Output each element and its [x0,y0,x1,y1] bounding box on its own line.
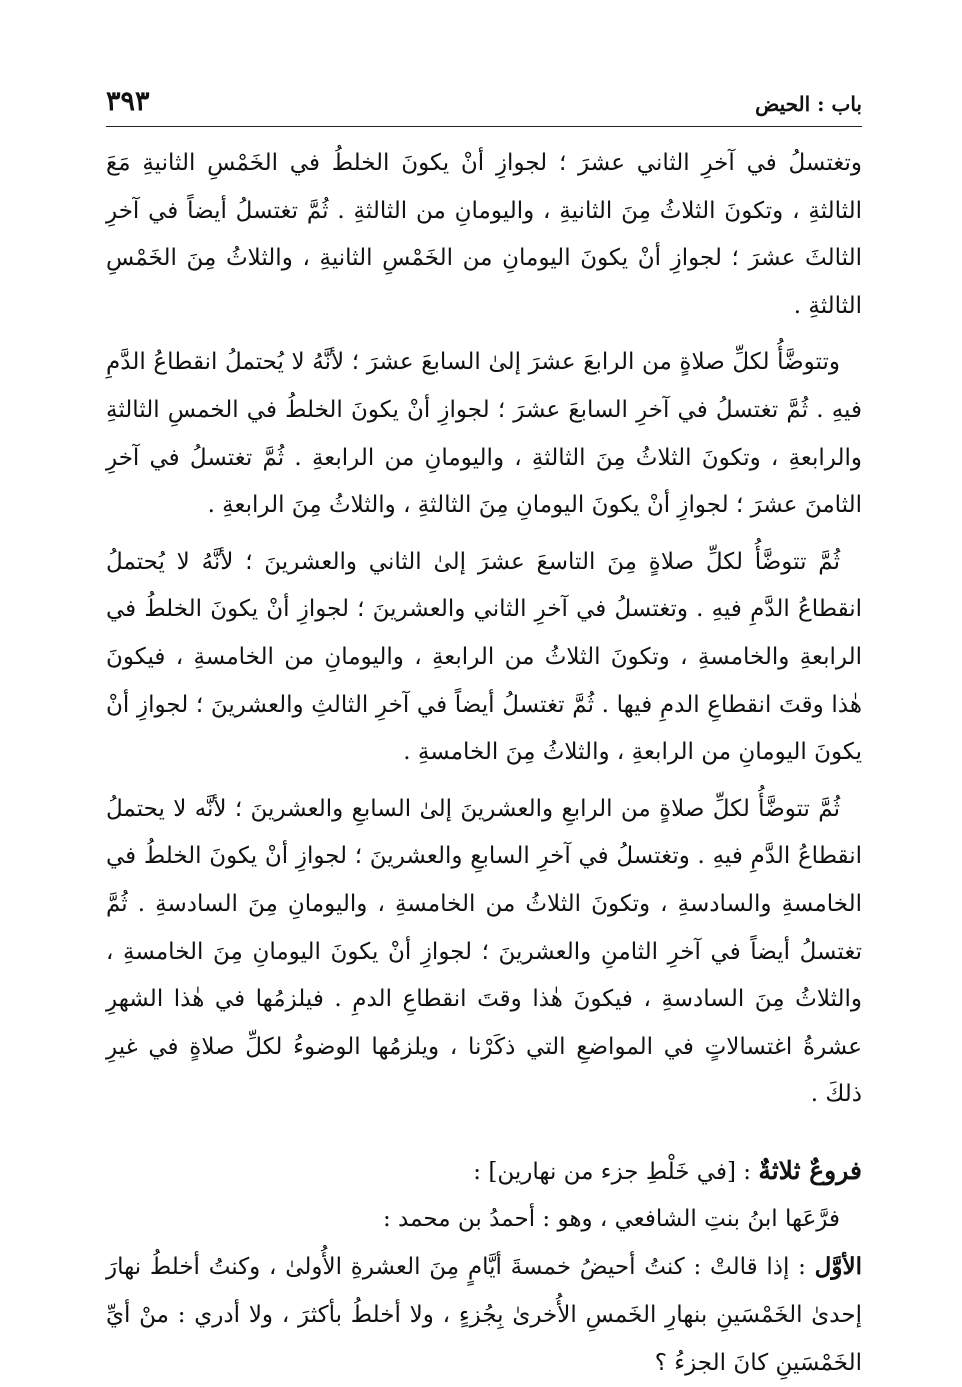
section-title-rest: : [في خَلْطِ جزء من نهارين] : [473,1158,759,1185]
paragraph-1: وتغتسلُ في آخرِ الثاني عشرَ ؛ لجوازِ أنْ يكونَ الخلطُ في الخَمْسِ الثانيةِ مَعَ الثالثةِ ، وتكونَ الثلاثُ مِنَ الثانيةِ ، واليومانِ من الثالثةِ . ثُمَّ تغتسلُ أيضاً في آخرِ الثالثَ عشرَ ؛ لجوازِ أنْ يكونَ اليومانِ من الخَمْسِ الثانيةِ ، والثلاثُ مِنَ الخَمْسِ الثالثةِ . [106,150,862,319]
page-number: ٣٩٣ [106,86,150,117]
first-branch-text: : إذا قالتْ : كنتُ أحيضُ خمسةَ أيَّامٍ مِنَ العشرةِ الأُولىٰ ، وكنتُ أخلطُ نهارَ إحدىٰ الخَمْسَينِ بنهارِ الخَمسِ الأُخرىٰ بِجُزءٍ ، ولا أخلطُ بأكثرَ ، ولا أدري : منْ أيِّ الخَمْسَينِ كانَ الجزءُ ؟ [106,1254,862,1376]
section-intro: فرَّعَها ابنُ بنتِ الشافعي ، وهو : أحمدُ بن محمد : [382,1205,840,1232]
first-branch-label: الأوَّل [814,1253,862,1281]
paragraph-2: وتتوضَّأُ لكلِّ صلاةٍ من الرابعَ عشرَ إلىٰ السابعَ عشرَ ؛ لأنَّهُ لا يُحتملُ انقطاعُ الدَّمِ فيهِ . ثُمَّ تغتسلُ في آخرِ السابعَ عشرَ ؛ لجوازِ أنْ يكونَ الخلطُ في الخمسِ الثالثةِ والرابعةِ ، وتكونَ الثلاثُ مِنَ الثالثةِ ، واليومانِ من الرابعةِ . ثُمَّ تغتسلُ في آخرِ الثامنَ عشرَ ؛ لجوازِ أنْ يكونَ اليومانِ مِنَ الثالثةِ ، والثلاثُ مِنَ الرابعةِ . [106,349,862,519]
page-header [106,86,862,127]
paragraph-4: ثُمَّ تتوضَّأُ لكلِّ صلاةٍ من الرابعِ والعشرينَ إلىٰ السابعِ والعشرينَ ؛ لأنَّه لا يحتملُ انقطاعُ الدَّمِ فيهِ . وتغتسلُ في آخرِ السابعِ والعشرينَ ؛ لجوازِ أنْ يكونَ الخلطُ في الخامسةِ والسادسةِ ، وتكونَ الثلاثُ من الخامسةِ ، واليومانِ مِنَ السادسةِ . ثُمَّ تغتسلُ أيضاً في آخرِ الثامنِ والعشرينَ ؛ لجوازِ أنْ يكونَ اليومانِ مِنَ الخامسةِ ، والثلاثُ مِنَ السادسةِ ، فيكونَ هٰذا وقتَ انقطاعِ الدمِ . فيلزمُها في هٰذا الشهرِ عشرةُ اغتسالاتٍ في المواضعِ التي ذكَرْنا ، ويلزمُها الوضوءُ لكلِّ صلاةٍ في غيرِ ذلكَ . [106,795,862,1108]
section-branches [106,1147,862,1387]
first-branch [106,1243,862,1387]
page-body [106,140,862,1387]
paragraph-3: ثُمَّ تتوضَّأُ لكلِّ صلاةٍ مِنَ التاسعَ عشرَ إلىٰ الثاني والعشرينَ ؛ لأنَّهُ لا يُحتملُ انقطاعُ الدَّمِ فيهِ . وتغتسلُ في آخرِ الثاني والعشرينَ ؛ لجوازِ أنْ يكونَ الخلطُ في الرابعةِ والخامسةِ ، وتكونَ الثلاثُ من الرابعةِ ، واليومانِ من الخامسةِ ، فيكونَ هٰذا وقتَ انقطاعِ الدمِ فيها . ثُمَّ تغتسلُ أيضاً في آخرِ الثالثِ والعشرينَ ؛ لجوازِ أنْ يكونَ اليومانِ من الرابعةِ ، والثلاثُ مِنَ الخامسةِ . [106,548,862,766]
section-title [106,1147,862,1196]
section-title-bold: فروعٌ ثلاثةٌ [758,1155,862,1185]
chapter-title: باب : الحيض [755,92,862,116]
